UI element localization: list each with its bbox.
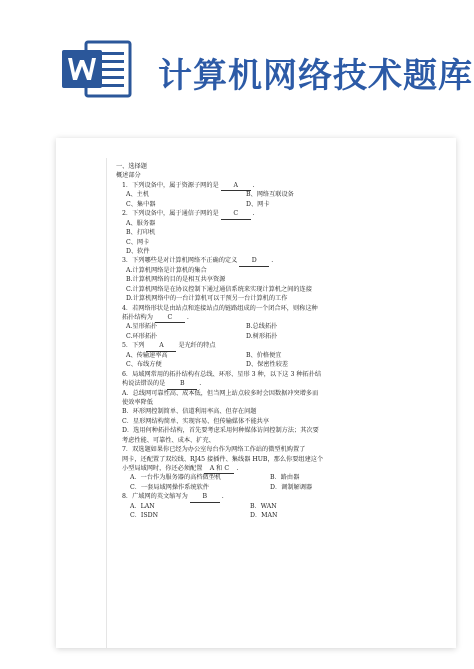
question-4: 4．若网络形状是由站点和连接站点的链路组成的一个闭合环，则称这种 xyxy=(122,304,318,312)
option: A、服务器 xyxy=(126,219,156,227)
option-text: B．环形网控制简单、信道利用率高、但存在问题 xyxy=(122,408,257,416)
section-title: 一、选择题 xyxy=(116,163,147,170)
question-2: 2．下列设备中，属于通信子网的是 C . xyxy=(116,209,446,218)
options-row: C．一套局域网操作系统软件 D．调制解调器 xyxy=(130,483,313,491)
page-header xyxy=(0,0,474,135)
option-text: 使效率降低 xyxy=(122,398,153,406)
question-4-cont: 拓扑结构为 C . xyxy=(116,313,446,322)
options-row: C.环形拓扑 D.树形拓扑 xyxy=(126,332,278,340)
page-title: 计算机网络技术题库 xyxy=(158,56,473,96)
question-3: 3．下列哪些是对计算机网络不正确的定义 D . xyxy=(116,256,446,265)
question-7-cont: 网卡，还配置了双绞线、RJ45 接插件、集线器 HUB，那么你要组建这个 xyxy=(122,455,324,463)
answer-blank: C xyxy=(221,209,251,219)
answer-blank: D xyxy=(239,256,269,266)
option-text: D．选用何种拓扑结构，首先要考虑采用何种媒体访问控制方法；其次要 xyxy=(122,427,319,435)
answer-blank: C xyxy=(155,313,185,323)
option: A.计算机网络是计算机的集合 xyxy=(126,266,207,274)
option-text: C．星形网结构简单、实现容易、但传输媒体不能共享 xyxy=(122,417,270,425)
options-row: C、集中器 D、网卡 xyxy=(126,200,270,208)
options-row: A．LAN B．WAN xyxy=(130,502,277,510)
options-row: C、布线方便 D、保密性较差 xyxy=(126,361,289,369)
options-row: A．一台作为服务器的高档微型机 B．路由器 xyxy=(130,474,300,482)
question-5: 5．下列 A 是光纤的特点 xyxy=(116,341,446,350)
question-7: 7．双选题如果你已经为办公室每台作为网络工作站的微型机购置了 xyxy=(122,446,306,454)
option: B、打印机 xyxy=(126,229,156,237)
question-7-cont: 小型局域网时，你还必须配置 A 和 C . xyxy=(116,464,446,473)
option: D、软件 xyxy=(126,247,150,255)
answer-blank: A xyxy=(146,341,176,351)
answer-blank: B xyxy=(167,379,197,389)
answer-blank: B xyxy=(190,492,220,502)
options-row: A.星形拓扑 B.总线拓扑 xyxy=(126,323,278,331)
margin-line xyxy=(106,158,107,648)
question-1: 1．下列设备中，属于资源子网的是 A . xyxy=(116,181,446,190)
option: C.计算机网络是在协议控制下通过通信系统来实现计算机之间的连接 xyxy=(126,285,312,293)
options-row: A、传输速率高 B、价格便宜 xyxy=(126,351,282,359)
question-8: 8．广域网的英文缩写为 B . xyxy=(116,492,446,501)
option-text: 考虑性能、可靠性、成本、扩充、 xyxy=(122,436,215,444)
part-title: 概述部分 xyxy=(116,172,141,180)
option: B.计算机网络的目的是相互共享资源 xyxy=(126,276,226,284)
document-body xyxy=(116,162,446,521)
question-6: 6．局域网常用的拓扑结构有总线、环形、星形 3 种，以下这 3 种拓扑结 xyxy=(122,370,322,378)
options-row: C．ISDN D．MAN xyxy=(130,512,278,520)
document-preview xyxy=(56,138,456,648)
option: C、网卡 xyxy=(126,238,150,246)
option: D.计算机网络中的一台计算机可以干预另一台计算机的工作 xyxy=(126,295,288,303)
answer-blank: A 和 C xyxy=(204,464,234,474)
word-icon xyxy=(62,38,132,100)
question-6-cont: 构说法错误的是 B . xyxy=(116,379,446,388)
answer-blank: A xyxy=(221,181,251,191)
options-row: A、主机 B、网络互联设备 xyxy=(126,191,294,199)
option-text: A．总线网可靠性高、成本低，但当网上站点较多时会因数据冲突增多而 xyxy=(122,389,319,397)
